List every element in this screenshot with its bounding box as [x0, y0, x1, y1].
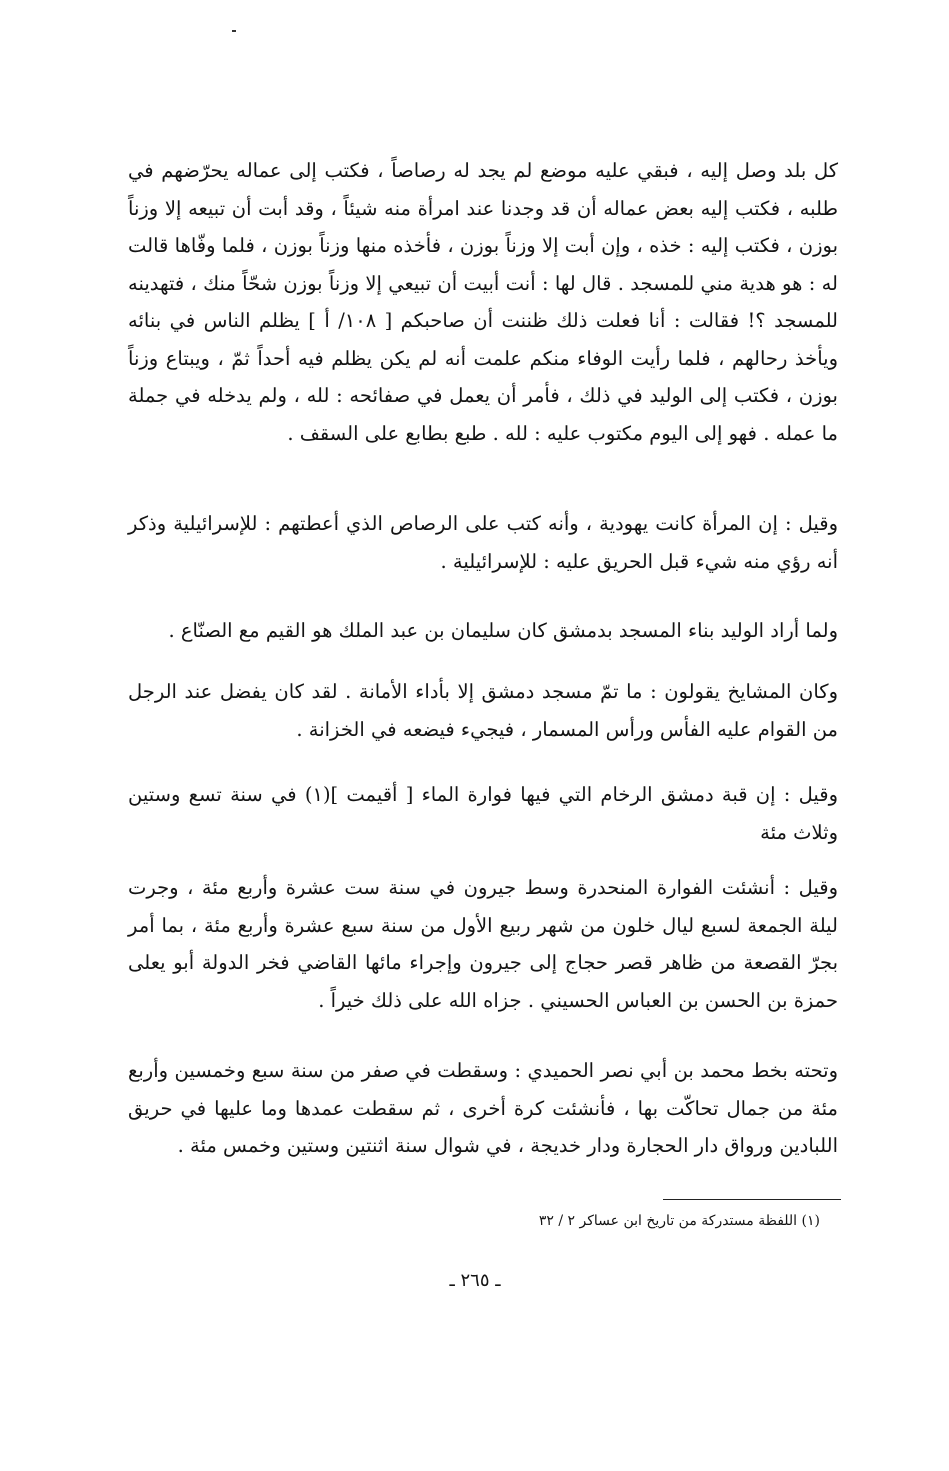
paragraph-1: كل بلد وصل إليه ، فبقي عليه موضع لم يجد له رصاصاً ، فكتب إلى عماله يحرّضهم في طلبه ، فكتب إليه بعض عماله أن قد وجدنا عند امرأة منه شيئاً ، وقد أبت أن تبيعه إلا وزناً بوزن ، فكتب إليه : خذه ، وإن أبت إلا وزناً بوزن ، فأخذه منها وزناً بوزن ، فلما وفّاها قالت له : هو هدية مني للمسجد . قال لها : أنت أبيت أن تبيعي إلا وزناً بوزن شحّاً منك ، فتهدينه للمسجد ؟! فقالت : أنا فعلت ذلك ظننت أن صاحبكم [ ١٠٨/ أ ] يظلم الناس في بنائه ويأخذ رحالهم ، فلما رأيت الوفاء منكم علمت أنه لم يكن يظلم فيه أحداً ثمّ ، ويبتاع وزناً بوزن ، فكتب إلى الوليد في ذلك ، فأمر أن يعمل في صفائحه : لله ، ولم يدخله في جملة ما عمله . فهو إلى اليوم مكتوب عليه : لله . طبع بطابع على السقف . [128, 159, 838, 445]
paragraph-4: وكان المشايخ يقولون : ما تمّ مسجد دمشق إلا بأداء الأمانة . لقد كان يفضل عند الرجل من القوام عليه الفأس ورأس المسمار ، فيجيء فيضعه في الخزانة . [128, 680, 838, 741]
footnote-divider [663, 1199, 841, 1200]
paragraph-3: ولما أراد الوليد بناء المسجد بدمشق كان سليمان بن عبد الملك هو القيم مع الصنّاع . [168, 619, 838, 642]
page-number: ـ ٢٦٥ ـ [449, 1270, 501, 1291]
scan-speck [232, 30, 236, 32]
footnote: (١) اللفظة مستدركة من تاريخ ابن عساكر ٢ / ٣٢ [538, 1213, 820, 1229]
paragraph-6: وقيل : أنشئت الفوارة المنحدرة وسط جيرون في سنة ست عشرة وأربع مئة ، وجرت ليلة الجمعة لسبع ليال خلون من شهر ربيع الأول من سنة سبع عشرة وأربع مئة ، بما أمر بجرّ القصعة من ظاهر قصر حجاج إلى جيرون وإجراء مائها القاضي فخر الدولة أبو يعلى حمزة بن الحسن بن العباس الحسيني . جزاه الله على ذلك خيراً . [128, 876, 838, 1012]
paragraph-5: وقيل : إن قبة دمشق الرخام التي فيها فوارة الماء [ أقيمت ](١) في سنة تسع وستين وثلاث مئة [128, 783, 838, 844]
paragraph-7: وتحته بخط محمد بن أبي نصر الحميدي : وسقطت في صفر من سنة سبع وخمسين وأربع مئة من جمال تحاكّت بها ، فأنشئت كرة أخرى ، ثم سقطت عمدها وما عليها في حريق اللبادين ورواق دار الحجارة ودار خديجة ، في شوال سنة اثنتين وستين وخمس مئة . [128, 1059, 838, 1157]
paragraph-2: وقيل : إن المرأة كانت يهودية ، وأنه كتب على الرصاص الذي أعطتهم : للإسرائيلية وذكر أنه رؤي منه شيء قبل الحريق عليه : للإسرائيلية . [128, 512, 838, 573]
